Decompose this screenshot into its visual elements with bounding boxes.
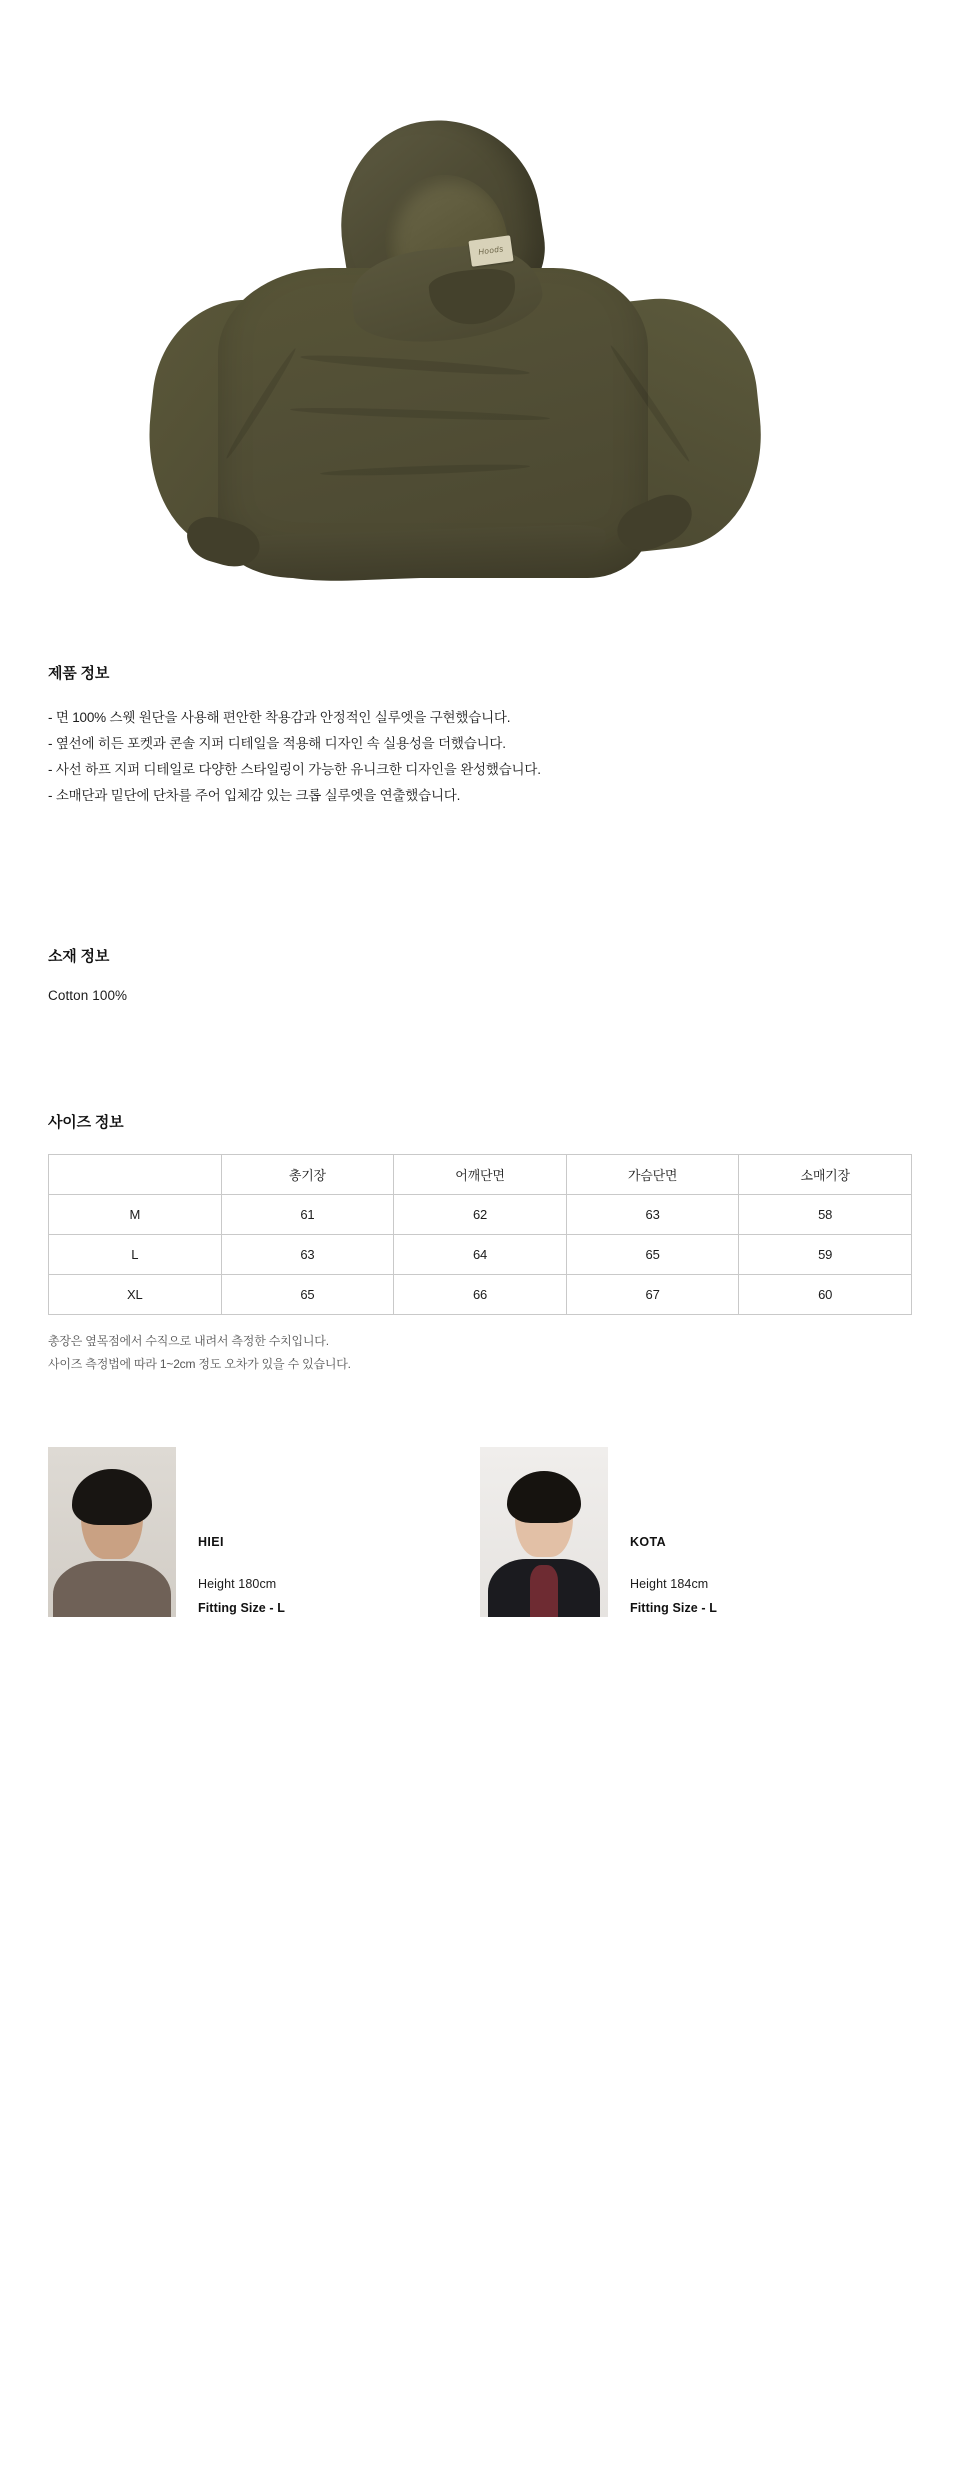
size-cell: 62 — [394, 1195, 567, 1235]
size-note: 사이즈 측정법에 따라 1~2cm 정도 오차가 있을 수 있습니다. — [48, 1357, 351, 1371]
size-table-col-header: 어깨단면 — [394, 1155, 567, 1195]
model-fitting-size: Fitting Size - L — [198, 1601, 286, 1615]
size-cell: 63 — [221, 1235, 394, 1275]
size-table-col-header: 총기장 — [221, 1155, 394, 1195]
model-photo — [48, 1447, 176, 1617]
size-table-body — [49, 1195, 912, 1315]
material-info-value: Cotton 100% — [48, 988, 128, 1003]
size-row-label: M — [49, 1195, 222, 1235]
material-info-title: 소재 정보 — [48, 948, 110, 965]
size-info-title: 사이즈 정보 — [48, 1114, 124, 1131]
model-hair — [72, 1469, 152, 1525]
size-table — [48, 1154, 912, 1315]
product-info-line: - 소매단과 밑단에 단차를 주어 입체감 있는 크롭 실루엣을 연출했습니다. — [48, 788, 461, 803]
model-height: Height 184cm — [630, 1577, 709, 1591]
size-cell: 64 — [394, 1235, 567, 1275]
product-info-title: 제품 정보 — [48, 665, 110, 682]
table-row — [49, 1235, 912, 1275]
product-hero-image — [0, 0, 960, 640]
model-height: Height 180cm — [198, 1577, 277, 1591]
material-info-section — [0, 945, 960, 1003]
table-row — [49, 1195, 912, 1235]
model-fitting-section — [0, 1447, 960, 1617]
size-row-label: XL — [49, 1275, 222, 1315]
model-hair — [507, 1471, 581, 1523]
size-table-header-row — [49, 1155, 912, 1195]
product-info-section — [0, 640, 960, 809]
model-torso — [53, 1561, 171, 1617]
size-table-col-header — [49, 1155, 222, 1195]
size-cell: 60 — [739, 1275, 912, 1315]
product-info-line: - 사선 하프 지퍼 디테일로 다양한 스타일링이 가능한 유니크한 디자인을 완성했습니다. — [48, 762, 541, 777]
size-cell: 66 — [394, 1275, 567, 1315]
size-table-head — [49, 1155, 912, 1195]
size-info-section — [0, 1111, 960, 1375]
size-row-label: L — [49, 1235, 222, 1275]
spacer — [0, 809, 960, 945]
spacer — [0, 1003, 960, 1111]
brand-label-tag: Hoods — [468, 235, 513, 267]
spacer — [0, 1617, 960, 1677]
size-cell: 63 — [566, 1195, 739, 1235]
model-card-hiei — [48, 1447, 480, 1617]
product-info-line: - 면 100% 스웻 원단을 사용해 편안한 착용감과 안정적인 실루엣을 구현했습니다. — [48, 710, 511, 725]
size-table-col-header: 소매기장 — [739, 1155, 912, 1195]
size-table-col-header: 가슴단면 — [566, 1155, 739, 1195]
table-row — [49, 1275, 912, 1315]
size-cell: 58 — [739, 1195, 912, 1235]
model-name: HIEI — [198, 1535, 224, 1549]
size-cell: 65 — [221, 1275, 394, 1315]
size-cell: 67 — [566, 1275, 739, 1315]
model-card-kota — [480, 1447, 912, 1617]
product-info-line: - 옆선에 히든 포켓과 콘솔 지퍼 디테일을 적용해 디자인 속 실용성을 더했습니다. — [48, 736, 506, 751]
size-note: 총장은 옆목점에서 수직으로 내려서 측정한 수치입니다. — [48, 1334, 329, 1348]
model-photo — [480, 1447, 608, 1617]
size-cell: 61 — [221, 1195, 394, 1235]
model-meta — [608, 1535, 717, 1617]
model-name: KOTA — [630, 1535, 667, 1549]
model-fitting-size: Fitting Size - L — [630, 1601, 718, 1615]
size-cell: 65 — [566, 1235, 739, 1275]
hoodie-illustration — [0, 0, 960, 640]
model-torso — [488, 1559, 600, 1617]
model-meta — [176, 1535, 285, 1617]
size-cell: 59 — [739, 1235, 912, 1275]
spacer — [0, 1375, 960, 1447]
